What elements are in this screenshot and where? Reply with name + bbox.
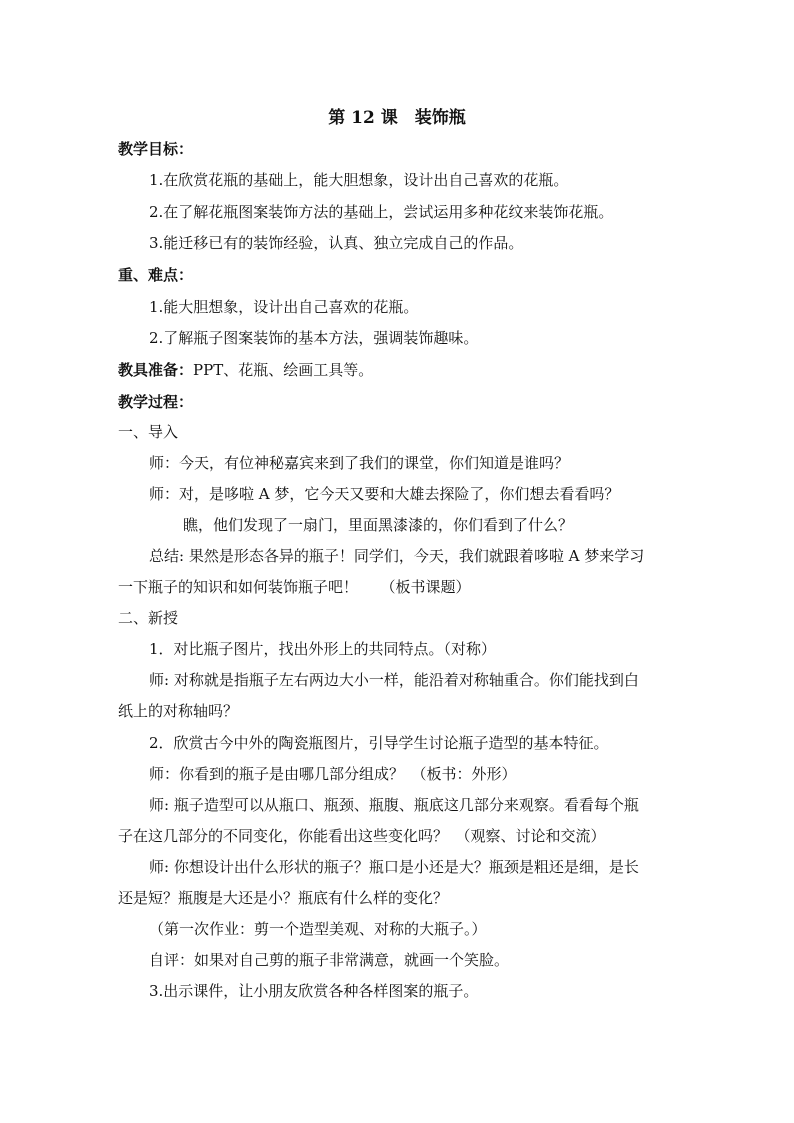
materials-text: PPT、花瓶、绘画工具等。: [193, 361, 374, 379]
goals-heading: 教学目标：: [118, 140, 194, 158]
section2-line: 子在这几部分的不同变化，你能看出这些变化吗？ （观察、讨论和交流）: [118, 827, 606, 845]
lesson-title: 第 12 课 装饰瓶: [328, 108, 466, 128]
section1-line: 师：今天，有位神秘嘉宾来到了我们的课堂，你们知道是谁吗？: [149, 454, 570, 472]
section1-line: 瞧，他们发现了一扇门，里面黑漆漆的，你们看到了什么？: [183, 516, 574, 534]
process-heading: 教学过程：: [118, 393, 194, 411]
section1-line: 师：对，是哆啦 A 梦，它今天又要和大雄去探险了，你们想去看看吗？: [149, 485, 620, 503]
materials-label: 教具准备：: [118, 361, 194, 379]
key-points-heading: 重、难点：: [118, 266, 194, 284]
section2-line: 3.出示课件，让小朋友欣赏各种各样图案的瓶子。: [149, 982, 479, 1000]
section1-heading: 一、导入: [118, 423, 179, 441]
key-point-item: 2.了解瓶子图案装饰的基本方法，强调装饰趣味。: [149, 329, 479, 347]
section2-line: 1．对比瓶子图片，找出外形上的共同特点。（对称）: [149, 640, 497, 658]
materials-line: [118, 359, 718, 381]
goal-item: 2.在了解花瓶图案装饰方法的基础上，尝试运用多种花纹来装饰花瓶。: [149, 203, 614, 221]
section2-line: 师：你看到的瓶子是由哪几部分组成？ （板书：外形）: [149, 765, 517, 783]
goal-item: 1.在欣赏花瓶的基础上，能大胆想象，设计出自己喜欢的花瓶。: [149, 171, 569, 189]
section2-line: （第一次作业：剪一个造型美观、对称的大瓶子。）: [149, 920, 487, 938]
section2-line: 纸上的对称轴吗？: [118, 702, 239, 720]
section1-line: 一下瓶子的知识和如何装饰瓶子吧！ （板书课题）: [118, 578, 471, 596]
section2-heading: 二、新授: [118, 609, 179, 627]
section2-line: 师: 对称就是指瓶子左右两边大小一样，能沿着对称轴重合。你们能找到白: [149, 671, 639, 689]
section2-line: 自评：如果对自己剪的瓶子非常满意，就画一个笑脸。: [149, 951, 510, 969]
section1-line: 总结: 果然是形态各异的瓶子！同学们，今天，我们就跟着哆啦 A 梦来学习: [149, 547, 645, 565]
section2-line: 2．欣赏古今中外的陶瓷瓶图片，引导学生讨论瓶子造型的基本特征。: [149, 734, 609, 752]
section2-line: 还是短？瓶腹是大还是小？瓶底有什么样的变化？: [118, 889, 449, 907]
goal-item: 3.能迁移已有的装饰经验，认真、独立完成自己的作品。: [149, 234, 524, 252]
key-point-item: 1.能大胆想象，设计出自己喜欢的花瓶。: [149, 298, 419, 316]
section2-line: 师: 瓶子造型可以从瓶口、瓶颈、瓶腹、瓶底这几部分来观察。看看每个瓶: [149, 796, 639, 814]
section2-line: 师: 你想设计出什么形状的瓶子？瓶口是小还是大？瓶颈是粗还是细，是长: [149, 858, 639, 876]
